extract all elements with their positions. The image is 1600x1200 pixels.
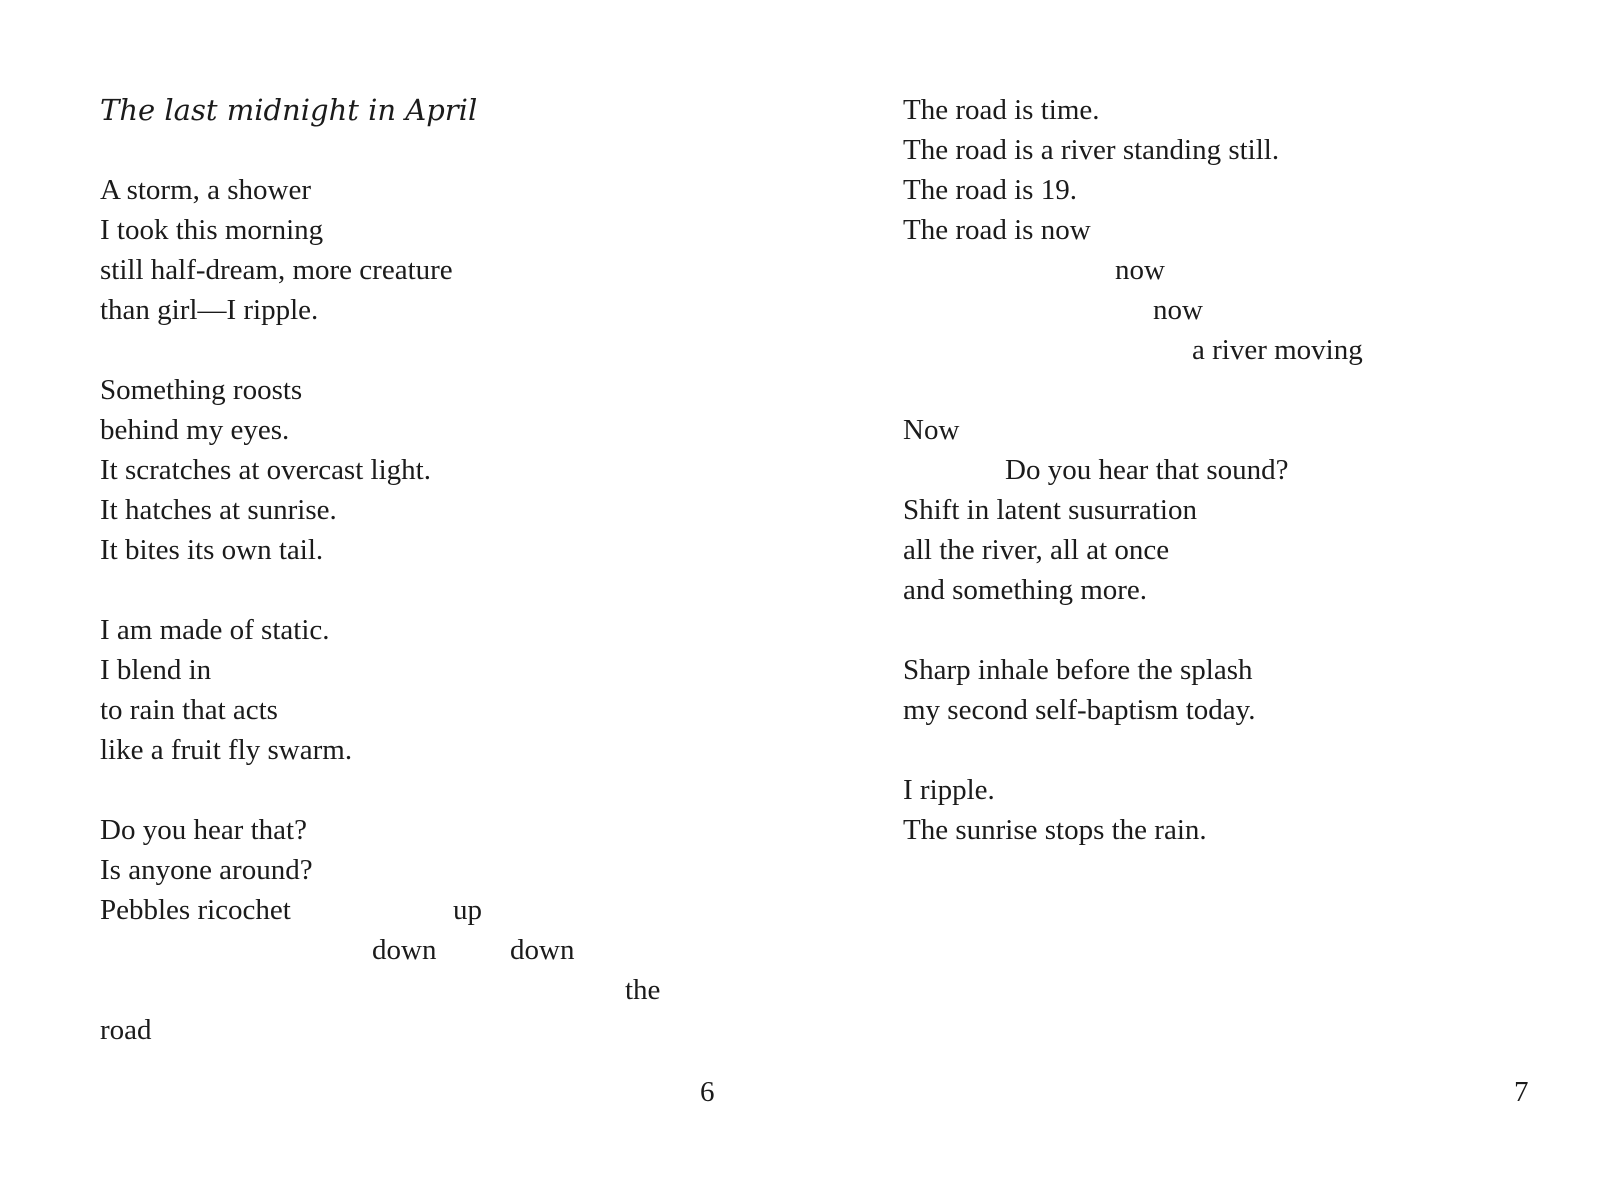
poem-title: The last midnight in April (100, 93, 478, 127)
page-number: 6 (700, 1076, 715, 1108)
poem-line: Is anyone around? (100, 854, 313, 886)
poem-line: now (1115, 254, 1165, 286)
poem-word-down: down (510, 934, 575, 966)
poem-line: The road is now (903, 214, 1091, 246)
poem-line: to rain that acts (100, 694, 278, 726)
poem-line: The road is a river standing still. (903, 134, 1280, 166)
poem-line: It scratches at overcast light. (100, 454, 431, 486)
poem-line: The sunrise stops the rain. (903, 814, 1207, 846)
right-page (800, 0, 1600, 1200)
poem-line: A storm, a shower (100, 174, 312, 206)
poem-line: Pebbles ricochet (100, 894, 291, 926)
poem-line: I ripple. (903, 774, 995, 806)
poem-line: The road is time. (903, 94, 1100, 126)
poem-line: now (1153, 294, 1203, 326)
poem-line: Do you hear that sound? (1005, 454, 1289, 486)
poem-line: behind my eyes. (100, 414, 290, 446)
poem-line: my second self-baptism today. (903, 694, 1256, 726)
poem-word-the: the (625, 974, 661, 1006)
poem-line: a river moving (1192, 334, 1363, 366)
poem-line: I took this morning (100, 214, 324, 246)
poem-line: all the river, all at once (903, 534, 1170, 566)
poem-line: Shift in latent susurration (903, 494, 1197, 526)
poem-line: I am made of static. (100, 614, 330, 646)
poem-word-down: down (372, 934, 437, 966)
poem-line: still half-dream, more creature (100, 254, 453, 286)
poem-line: It hatches at sunrise. (100, 494, 337, 526)
poem-line: Now (903, 414, 960, 446)
page-number: 7 (1514, 1076, 1529, 1108)
poem-line: The road is 19. (903, 174, 1077, 206)
poem-line: I blend in (100, 654, 212, 686)
poem-word-up: up (453, 894, 482, 926)
poem-word-road: road (100, 1014, 152, 1046)
poem-line: Sharp inhale before the splash (903, 654, 1253, 686)
poem-line: like a fruit fly swarm. (100, 734, 353, 766)
poem-line: and something more. (903, 574, 1148, 606)
poem-line: It bites its own tail. (100, 534, 324, 566)
poem-line: Something roosts (100, 374, 303, 406)
poem-line: than girl—I ripple. (100, 294, 319, 326)
poem-line: Do you hear that? (100, 814, 307, 846)
